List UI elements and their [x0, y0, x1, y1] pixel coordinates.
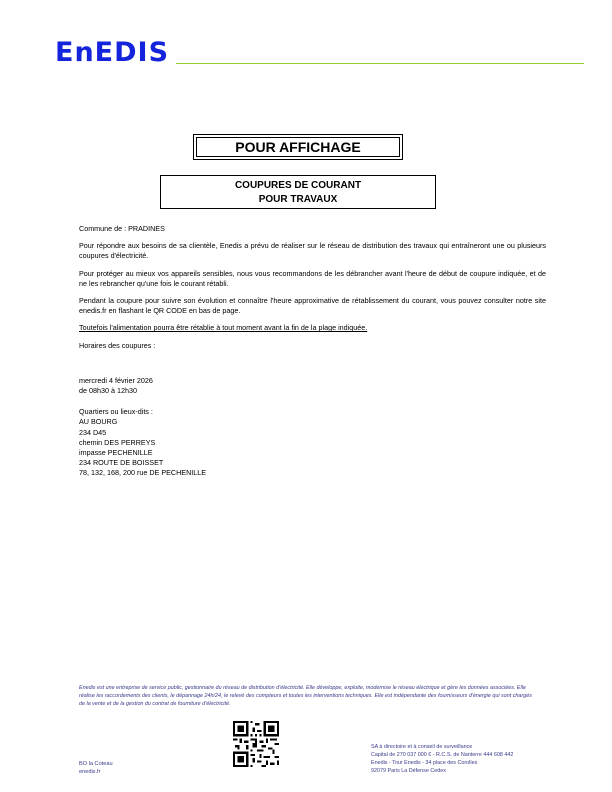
paragraph-4: Toutefois l'alimentation pourra être rétablie à tout moment avant la fin de la plage indiquée.	[79, 323, 368, 333]
quartier-item: AU BOURG	[79, 417, 118, 427]
paragraph-3: Pendant la coupure pour suivre son évolution et connaître l'heure approximative de rétablissement du courant, vous pouvez consulter notre site enedis.fr en flashant le QR CODE en bas de page.	[79, 296, 546, 316]
notice-body	[79, 224, 546, 479]
footer-website-link[interactable]: enedis.fr	[79, 769, 101, 775]
paragraph-2: Pour protéger au mieux vos appareils sensibles, nous vous recommandons de les débrancher avant l'heure de début de coupure indiquée, et de ne les rebrancher qu'une fois le courant rétabli.	[79, 268, 546, 288]
title-box	[160, 175, 436, 209]
quartier-item: 78, 132, 168, 200 rue DE PECHENILLE	[79, 468, 207, 478]
horaires-label: Horaires des coupures :	[79, 340, 156, 350]
footer-left-line-1: BO la Coteau	[79, 761, 113, 767]
footer-right-line-1: SA à directoire et à conseil de surveillance	[371, 744, 473, 750]
quartier-item: 234 D45	[79, 427, 107, 437]
footer-right-line-3: Enedis - Tour Enedis - 34 place des Corolles	[371, 760, 478, 766]
outage-date: mercredi 4 février 2026	[79, 375, 153, 385]
title-line-2: POUR TRAVAUX	[258, 194, 338, 205]
title-line-1: COUPURES DE COURANT	[234, 180, 362, 191]
quartiers-label: Quartiers ou lieux-dits :	[79, 407, 153, 417]
footer-company-info	[371, 743, 513, 775]
footer-left-block	[79, 760, 113, 776]
affichage-label: POUR AFFICHAGE	[196, 137, 400, 157]
quartier-item: 234 ROUTE DE BOISSET	[79, 458, 164, 468]
enedis-logo: EnEDIS	[55, 37, 170, 68]
qr-code-icon[interactable]	[233, 721, 279, 767]
outage-time: de 08h30 à 12h30	[79, 386, 137, 396]
commune-line: Commune de : PRADINES	[79, 224, 165, 233]
quartier-item: impasse PECHENILLE	[79, 448, 153, 458]
footer-right-line-4: 92079 Paris La Défense Cedex	[371, 768, 446, 774]
footer-legal-note: Enedis est une entreprise de service public, gestionnaire du réseau de distribution d'électricité. Elle développe, exploite, modernise le réseau électrique et gère les données associées. Elle réalise les raccordements des clients, le dépannage 24h/24, le relevé des compteurs et toutes les interventions techniques. Elle est indépendante des fournisseurs d'énergie qui sont chargés de la vente et de la gestion du contrat de fourniture d'électricité.	[79, 685, 532, 707]
paragraph-1: Pour répondre aux besoins de sa clientèle, Enedis a prévu de réaliser sur le réseau de distribution des travaux qui entraîneront une ou plusieurs coupures d'électricité.	[79, 241, 546, 261]
footer-right-line-2: Capital de 270 037 000 € - R.C.S. de Nanterre 444 608 442	[371, 752, 514, 758]
quartier-item: chemin DES PERREYS	[79, 437, 156, 447]
header-divider	[176, 63, 584, 64]
affichage-box	[193, 134, 403, 160]
